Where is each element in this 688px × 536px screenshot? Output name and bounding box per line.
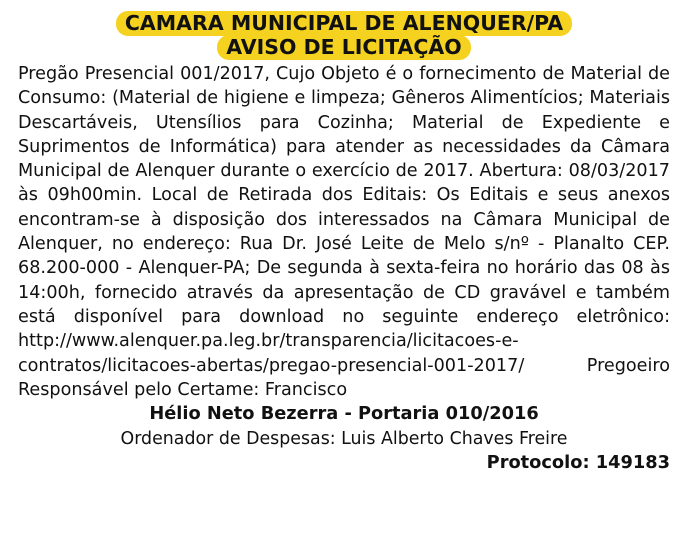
notice-header xyxy=(18,8,670,60)
notice-subtitle: AVISO DE LICITAÇÃO xyxy=(217,35,470,60)
signer-role: Ordenador de Despesas: Luis Alberto Chaves Freire xyxy=(120,428,568,449)
protocol-number: Protocolo: 149183 xyxy=(486,452,670,474)
notice-title: CAMARA MUNICIPAL DE ALENQUER/PA xyxy=(116,11,572,36)
signer-name: Hélio Neto Bezerra - Portaria 010/2016 xyxy=(149,403,539,425)
notice-body: Pregão Presencial 001/2017, Cujo Objeto é o fornecimento de Material de Consumo: (Material de higiene e limpeza; Gêneros Alimentícios; Materiais Descartáveis, Utensílios para Cozinha; Material de Expediente e Suprimentos de Informática) para atender as necessidades da Câmara Municipal de Alenquer durante o exercício de 2017. Abertura: 08/03/2017 às 09h00min. Local de Retirada dos Editais: Os Editais e seus anexos encontram-se à disposição dos interessados na Câmara Municipal de Alenquer, no endereço: Rua Dr. José Leite de Melo s/nº - Planalto CEP. 68.200-000 - Alenquer-PA; De segunda à sexta-feira no horário das 08 às 14:00h, fornecido através da apresentação de CD gravável e também está disponível para download no seguinte endereço eletrônico: http://www.alenquer.pa.leg.br/transparencia/licitacoes-e-contratos/licitacoes-abertas/pregao-presencial-001-2017/ Pregoeiro Responsável pelo Certame: Francisco xyxy=(18,64,670,400)
